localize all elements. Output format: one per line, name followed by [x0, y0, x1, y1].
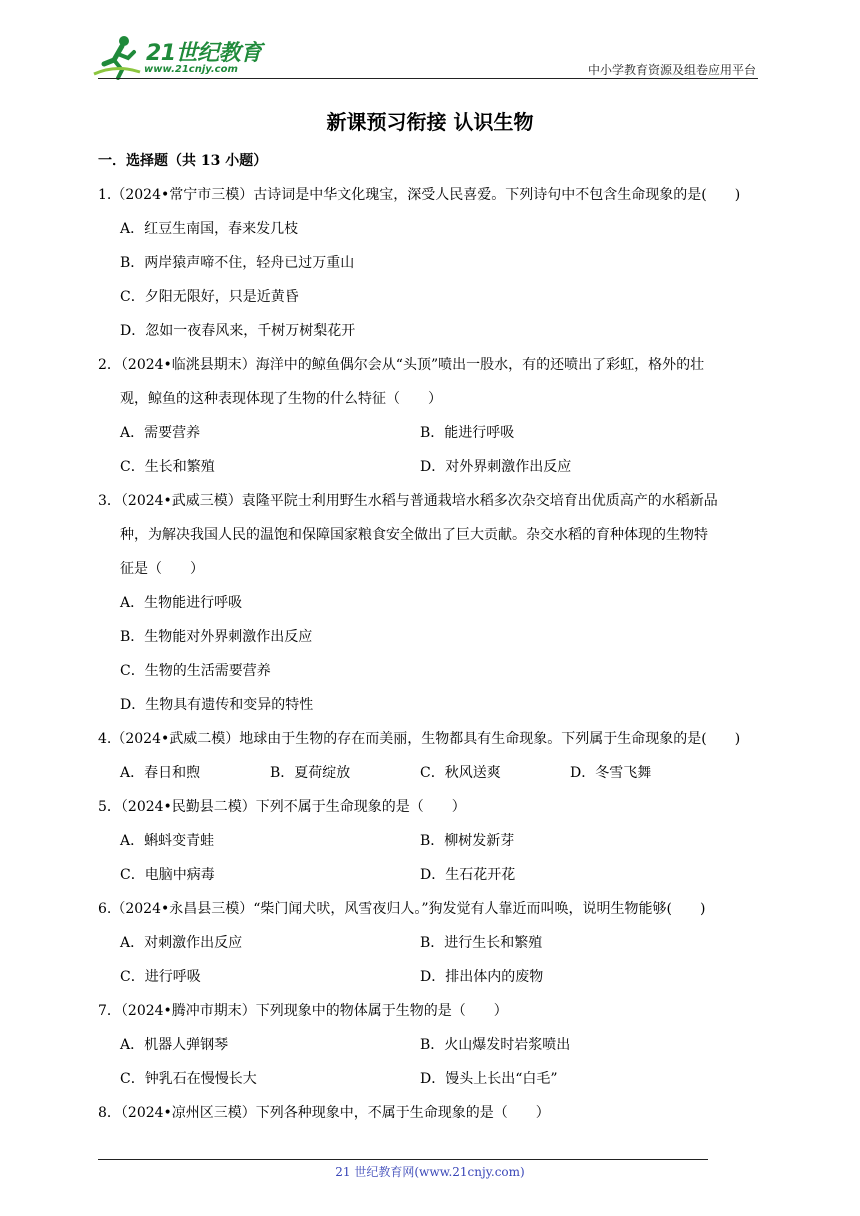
question-stem-continued: 种，为解决我国人民的温饱和保障国家粮食安全做出了巨大贡献。杂交水稻的育种体现的生物特: [120, 527, 708, 543]
question-stem: 1.（2024•常宁市三模）古诗词是中华文化瑰宝，深受人民喜爱。下列诗句中不包含生命现象的是( ): [98, 187, 741, 203]
platform-name: 中小学教育资源及组卷应用平台: [587, 63, 756, 77]
question-stem-continued: 征是（ ）: [120, 561, 204, 577]
question-stem: 7．（2024•腾冲市期末）下列现象中的物体属于生物的是（ ）: [98, 1003, 508, 1019]
option-a[interactable]: A．生物能进行呼吸: [120, 595, 243, 611]
option-a[interactable]: A．蝌蚪变青蛙: [120, 833, 215, 849]
question-stem: 5．（2024•民勤县二模）下列不属于生命现象的是（ ）: [98, 799, 466, 815]
question-3: [98, 484, 762, 722]
option-a[interactable]: A．红豆生南国，春来发几枝: [120, 221, 299, 237]
question-list: [98, 178, 762, 1130]
question-stem: 6.（2024•永昌县三模）“柴门闻犬吠，风雪夜归人。”狗发觉有人靠近而叫唤，说明生物能够( ): [98, 901, 706, 917]
question-2: [98, 348, 762, 484]
option-d[interactable]: D．冬雪飞舞: [570, 765, 652, 781]
option-c[interactable]: C．夕阳无限好，只是近黄昏: [120, 289, 299, 305]
option-d[interactable]: D．对外界刺激作出反应: [420, 459, 572, 475]
footer-text[interactable]: 21 世纪教育网(www.21cnjy.com): [335, 1165, 525, 1179]
option-a[interactable]: A．需要营养: [120, 425, 201, 441]
option-row: [98, 858, 762, 892]
option-row: [98, 960, 762, 994]
question-stem: 2．（2024•临洮县期末）海洋中的鲸鱼偶尔会从“头顶”喷出一股水，有的还喷出了彩虹，格外的壮: [98, 357, 705, 373]
question-7: [98, 994, 762, 1096]
option-c[interactable]: C．电脑中病毒: [120, 867, 215, 883]
option-c[interactable]: C．生物的生活需要营养: [120, 663, 271, 679]
option-b[interactable]: B．能进行呼吸: [420, 425, 515, 441]
option-c[interactable]: C．进行呼吸: [120, 969, 201, 985]
option-c[interactable]: C．钟乳石在慢慢长大: [120, 1071, 257, 1087]
header-divider: [98, 78, 758, 79]
option-b[interactable]: B．柳树发新芽: [420, 833, 515, 849]
page-title: 新课预习衔接 认识生物: [326, 110, 534, 134]
option-d[interactable]: D．生石花开花: [420, 867, 516, 883]
question-stem: 3．（2024•武威三模）袁隆平院士利用野生水稻与普通栽培水稻多次杂交培育出优质高产的水稻新品: [98, 493, 718, 509]
option-d[interactable]: D．生物具有遗传和变异的特性: [120, 697, 314, 713]
section-heading: 一．选择题（共 13 小题）: [98, 153, 268, 169]
question-8: [98, 1096, 762, 1130]
option-row: [98, 824, 762, 858]
option-row: [98, 450, 762, 484]
question-stem: 4.（2024•武威二模）地球由于生物的存在而美丽，生物都具有生命现象。下列属于生命现象的是( ): [98, 731, 741, 747]
option-d[interactable]: D．排出体内的废物: [420, 969, 544, 985]
logo-text: 21世纪教育: [146, 41, 262, 66]
option-c[interactable]: C．生长和繁殖: [120, 459, 215, 475]
option-c[interactable]: C．秋风送爽: [420, 765, 501, 781]
option-row: [98, 1062, 762, 1096]
question-6: [98, 892, 762, 994]
runner-logo-icon: [92, 34, 142, 80]
logo-url: www.21cnjy.com: [144, 64, 238, 75]
question-4: [98, 722, 762, 790]
option-row: [98, 926, 762, 960]
page-header: [0, 0, 860, 90]
site-logo[interactable]: [92, 34, 262, 80]
option-b[interactable]: B．进行生长和繁殖: [420, 935, 543, 951]
option-d[interactable]: D．忽如一夜春风来，千树万树梨花开: [120, 323, 356, 339]
option-b[interactable]: B．夏荷绽放: [270, 765, 351, 781]
question-1: [98, 178, 762, 348]
footer-divider: [98, 1159, 708, 1160]
option-b[interactable]: B．火山爆发时岩浆喷出: [420, 1037, 571, 1053]
question-5: [98, 790, 762, 892]
question-stem: 8．（2024•凉州区三模）下列各种现象中，不属于生命现象的是（ ）: [98, 1105, 550, 1121]
option-d[interactable]: D．馒头上长出“白毛”: [420, 1071, 558, 1087]
option-b[interactable]: B．两岸猿声啼不住，轻舟已过万重山: [120, 255, 355, 271]
option-a[interactable]: A．机器人弹钢琴: [120, 1037, 229, 1053]
option-a[interactable]: A．春日和煦: [120, 765, 201, 781]
option-a[interactable]: A．对刺激作出反应: [120, 935, 243, 951]
option-row: [98, 416, 762, 450]
option-b[interactable]: B．生物能对外界刺激作出反应: [120, 629, 313, 645]
option-row: [98, 1028, 762, 1062]
question-stem-continued: 观，鲸鱼的这种表现体现了生物的什么特征（ ）: [120, 391, 442, 407]
option-row: [98, 756, 762, 790]
